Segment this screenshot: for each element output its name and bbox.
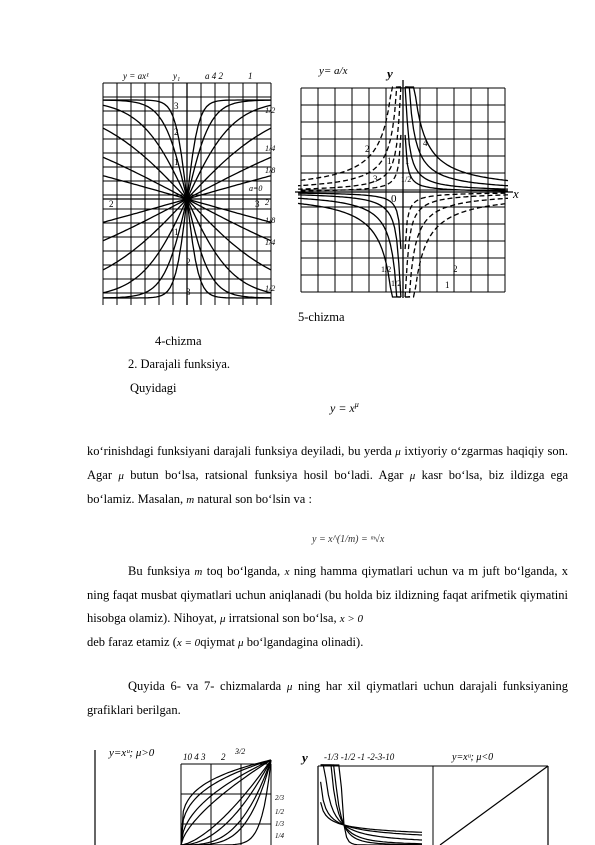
hyperbola-negative — [298, 135, 401, 191]
m-symbol: m — [186, 494, 195, 506]
fig5-label-1: 4 — [423, 138, 428, 148]
fig6-title: y=xᵘ; μ>0 — [109, 747, 155, 759]
fig4-num-5: 1 — [174, 227, 179, 237]
fig5-label-6: 1/2 — [381, 265, 392, 274]
mu-symbol: μ — [118, 470, 124, 482]
fig4-frac-6: 1/8 — [265, 216, 276, 225]
figure-5-caption: 5-chizma — [298, 310, 345, 324]
mu-symbol: μ — [286, 681, 293, 693]
fig4-num-4: 2 — [109, 199, 114, 209]
figure-4-caption: 4-chizma — [155, 334, 202, 348]
formula-power-function — [330, 400, 359, 416]
fig5-formula: y= a/x — [319, 65, 348, 77]
p1-text-e: natural son boʻlsin va : — [197, 492, 312, 506]
fig4-top-label-1: y = ax¹ — [123, 71, 149, 81]
fig4-num-8: 3 — [255, 199, 260, 209]
figure-5-graph — [295, 60, 519, 300]
hyperbola-positive — [298, 195, 401, 297]
m-symbol: m — [194, 566, 203, 578]
power-curve-negative — [321, 782, 422, 835]
fig7-labels: -1/3 -1/2 -1 -2-3-10 — [324, 752, 395, 762]
hyperbola-negative — [405, 203, 508, 297]
section-intro: Quyidagi — [130, 381, 177, 395]
fig5-label-5: 1/2 — [401, 175, 412, 184]
mu-symbol: μ — [409, 470, 416, 482]
fig4-num-1: 3 — [174, 101, 179, 111]
power-curve-negative — [321, 802, 422, 832]
paragraph-definition — [87, 440, 568, 512]
condition-x-zero: x = 0 — [176, 637, 201, 649]
fig6-label-1: 10 4 3 — [183, 752, 206, 762]
power-curve — [181, 760, 271, 845]
p1-text-c: butun boʻlsa, ratsional funksiya hosil boʻladi. Agar — [130, 468, 404, 482]
p3-text-b: ning har xil qiymatlari uchun darajali funksiyaning grafiklari berilgan. — [87, 679, 569, 717]
fig4-num-2: 2 — [174, 127, 179, 137]
fig4-frac-4: a=0 — [249, 184, 263, 193]
power-curve — [181, 760, 271, 845]
figure-6-graph — [85, 740, 295, 845]
fig4-top-label-4: 1 — [248, 71, 253, 81]
fig4-frac-8: 1/2 — [265, 284, 276, 293]
fig4-frac-2: 1/4 — [265, 144, 276, 153]
fig4-top-label-2: y₁ — [173, 71, 181, 81]
power-curve — [181, 760, 271, 845]
power-curve — [181, 760, 271, 845]
power-curve — [181, 760, 271, 845]
power-curve — [181, 760, 271, 845]
hyperbola-negative — [298, 87, 401, 189]
section-heading: 2. Darajali funksiya. — [128, 357, 231, 371]
hyperbola-positive — [405, 87, 508, 181]
hyperbola-negative — [298, 87, 401, 186]
p2-text-e: deb faraz etamiz ( — [87, 635, 177, 649]
p2-text-f: qiymat — [200, 635, 235, 649]
fig4-frac-1: 1/2 — [265, 106, 276, 115]
diagonal-line — [440, 766, 548, 845]
p2-text-a: Bu funksiya — [128, 564, 191, 578]
fig7-y-axis-label: y — [302, 750, 308, 765]
hyperbola-negative — [405, 198, 508, 297]
p3-text-a: Quyida 6- va 7- chizmalarda — [128, 679, 282, 693]
p2-text-g: boʻlgandagina olinadi). — [246, 635, 364, 649]
fig4-num-6: 2 — [186, 257, 191, 267]
hyperbola-positive — [298, 198, 401, 297]
formula-1-base: y = x — [330, 401, 355, 415]
figure-4-graph — [93, 73, 283, 313]
mu-symbol: μ — [395, 446, 401, 458]
hyperbola-positive — [405, 135, 508, 191]
fig6-frac-1: 2/3 — [275, 794, 284, 802]
hyperbola-negative — [298, 87, 401, 181]
fig5-x-axis-label: x — [513, 186, 519, 201]
hyperbola-positive — [405, 87, 508, 189]
x-symbol: x — [284, 566, 290, 578]
paragraph-figures — [87, 675, 568, 722]
p1-text-b: ixtiyoriy oʻzgarmas haqiqiy son. Agar — [87, 444, 569, 482]
power-curve — [181, 760, 271, 845]
fig4-frac-7: 1/4 — [265, 238, 276, 247]
fig4-top-label-3: a 4 2 — [205, 71, 223, 81]
fig6-label-2: 2 — [221, 752, 226, 762]
fig6-frac-2: 1/2 — [275, 808, 284, 816]
fig5-label-3: 1 — [387, 156, 392, 166]
condition-x-positive: x > 0 — [339, 613, 364, 625]
power-curve — [181, 760, 271, 845]
formula-1-exponent: μ — [354, 400, 359, 409]
fig6-label-3: 3/2 — [235, 747, 246, 756]
formula-root-function: y = x^(1/m) = ᵐ√x — [312, 534, 385, 545]
fig5-label-8: 1 — [445, 280, 450, 290]
p1-text-a: koʻrinishdagi funksiyani darajali funksiya deyiladi, bu yerda — [87, 444, 392, 458]
fig6-frac-3: 1/3 — [275, 820, 284, 828]
p2-text-d: irratsional son boʻlsa, — [228, 611, 337, 625]
p2-text-c: ning hamma qiymatlari uchun va m juft boʻlganda, x ning faqat musbat qiymatlari uchun aniqlanadi (bu holda biz ildizning faqat arifmetik qiymatini hisobga olamiz). Nihoyat, — [87, 564, 568, 625]
fig5-label-4: 3 — [373, 174, 378, 184]
fig4-frac-3: 1/8 — [265, 166, 276, 175]
p1-text-d: kasr boʻlsa, biz ildizga ega boʻlamiz. Masalan, — [87, 468, 569, 506]
mu-symbol: μ — [238, 637, 244, 649]
fig4-frac-5: 2 — [265, 198, 269, 207]
hyperbola-positive — [298, 203, 401, 297]
fig5-y-axis-label: y — [387, 66, 393, 81]
fig4-num-3: 1 — [174, 157, 179, 167]
p2-text-b: toq boʻlganda, — [206, 564, 281, 578]
fig4-num-7: 3 — [186, 287, 191, 297]
hyperbola-negative — [405, 195, 508, 297]
fig5-label-10: 1/2 — [391, 279, 402, 288]
paragraph-root — [87, 560, 568, 655]
fig5-label-7: 2 — [453, 264, 458, 274]
mu-symbol: μ — [219, 613, 226, 625]
hyperbola-positive — [405, 87, 508, 186]
fig5-label-9: 1 — [405, 156, 410, 166]
power-curve — [181, 760, 271, 845]
fig6-frac-4: 1/4 — [275, 832, 284, 840]
fig5-origin: 0 — [391, 193, 397, 205]
figure-7-graph — [300, 740, 560, 845]
fig5-label-2: 2 — [365, 144, 370, 154]
fig7-title: y=xᵘ; μ<0 — [452, 752, 494, 763]
